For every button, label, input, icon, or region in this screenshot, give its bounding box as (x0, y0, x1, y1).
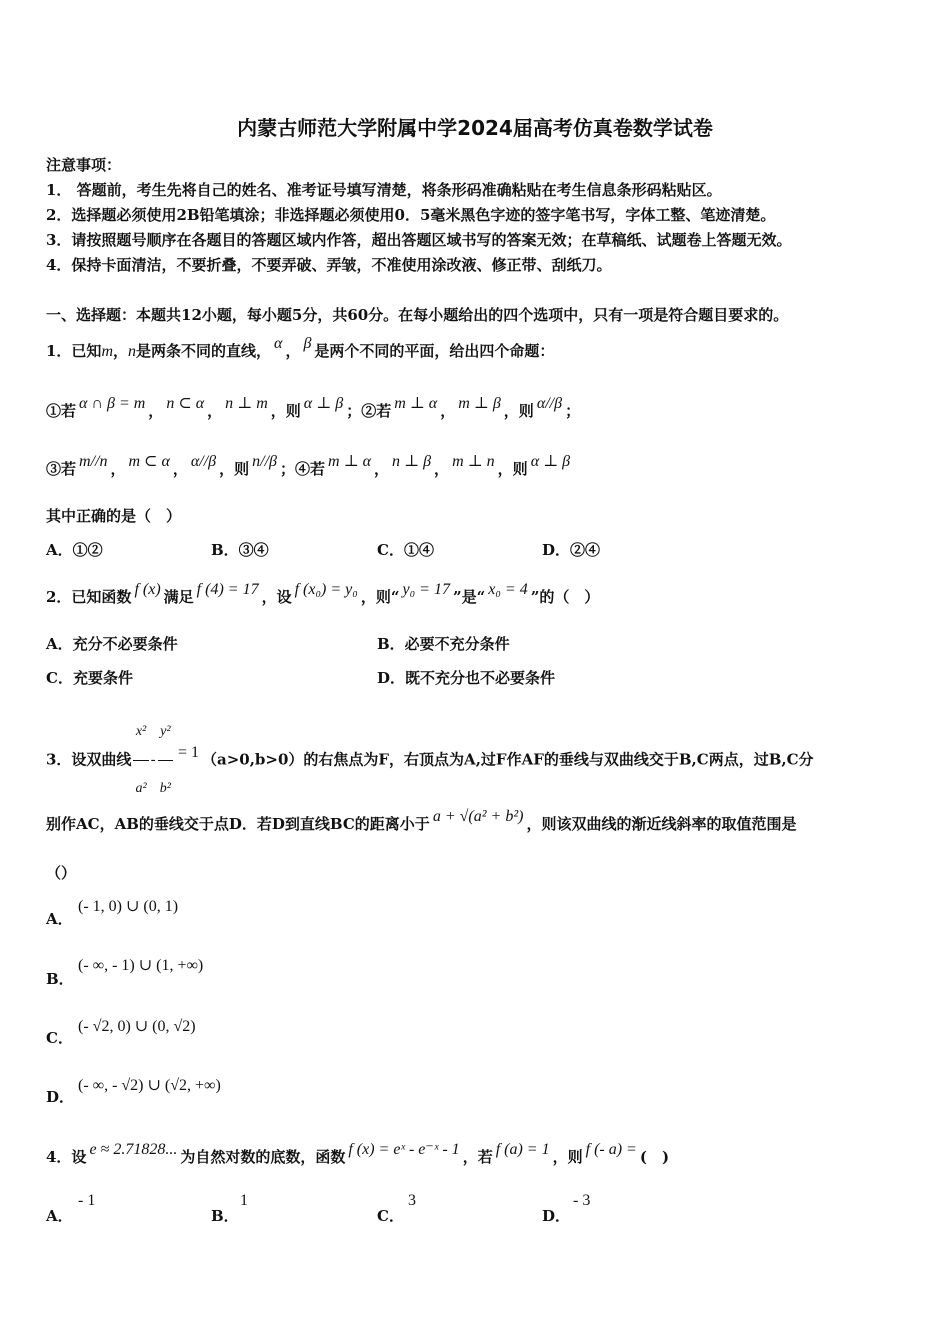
q2-option-c[interactable]: C．充要条件 (46, 669, 133, 687)
q1-text: 是两个不同的平面，给出四个命题： (314, 342, 555, 360)
q3-option-a-label[interactable]: A． (46, 910, 73, 928)
notice-item: 2．选择题必须使用2B铅笔填涂；非选择题必须使用0．5毫米黑色字迹的签字笔书写，字体工整、笔迹清楚。 (46, 206, 776, 224)
q1-comma: ， (110, 460, 126, 478)
q2-math: f (4) = 17 (196, 581, 259, 598)
q1-p4-label: ；④若 (280, 460, 326, 478)
q1-math: α ⊥ β (303, 395, 344, 412)
q3-option-c-label[interactable]: C． (46, 1029, 73, 1047)
q1-p2-label: ；②若 (346, 402, 392, 420)
q3-minus: - (150, 750, 156, 769)
q3-option-c-expr[interactable]: (- √2, 0) ∪ (0, √2) (78, 1018, 196, 1035)
q2-math: f (x) (134, 581, 161, 598)
q3-option-b-label[interactable]: B． (46, 970, 74, 988)
q1-then: ，则 (270, 402, 301, 420)
q2-math: x₀ = 4 (488, 581, 528, 598)
q2-math: y₀ = 17 (402, 581, 450, 598)
q1-alpha: α (274, 335, 283, 352)
q4-option-a-label[interactable]: A． (46, 1207, 73, 1225)
q3-text: 3．设双曲线 (46, 750, 132, 769)
q1-math: m ⊥ β (458, 395, 501, 412)
q1-math: α//β (536, 395, 563, 412)
q2-text: ，则 (360, 588, 391, 606)
q3-fraction-y (158, 704, 173, 817)
q4-text: 4．设 (46, 1148, 87, 1166)
q4-option-a-value[interactable]: - 1 (78, 1192, 96, 1209)
q4-paren: ( ) (639, 1148, 670, 1166)
q1-option-b[interactable]: B．③④ (211, 541, 269, 559)
q2-text: ，设 (261, 588, 292, 606)
q3-num: x² (133, 704, 148, 761)
page-title: 内蒙古师范大学附属中学2024届高考仿真卷数学试卷 (237, 116, 713, 140)
q2-text: 满足 (163, 588, 194, 606)
q4-option-c-label[interactable]: C． (377, 1207, 404, 1225)
q3-option-b-expr[interactable]: (- ∞, - 1) ∪ (1, +∞) (78, 957, 204, 974)
q3-den: b² (159, 781, 171, 796)
q2-quote: “ (476, 588, 486, 606)
q2-quote: ” (452, 588, 462, 606)
q1-var-m: m (101, 343, 113, 360)
q4-math: f (x) = eˣ - e⁻ˣ - 1 (348, 1141, 460, 1158)
q1-math: n ⊂ α (166, 395, 205, 412)
q3-num: y² (158, 704, 173, 761)
q1-then: ，则 (503, 402, 534, 420)
q3-text: 别作AC，AB的垂线交于点D．若D到直线BC的距离小于 (46, 815, 430, 833)
q4-text: 为自然对数的底数，函数 (180, 1148, 346, 1166)
q3-math: a + √(a² + b²) (432, 808, 524, 825)
q1-proposition-3-4 (46, 453, 573, 479)
q4-option-b-value[interactable]: 1 (240, 1192, 248, 1209)
q3-paren: （） (46, 864, 77, 882)
q4-option-d-label[interactable]: D． (542, 1207, 571, 1225)
q1-then: ，则 (497, 460, 528, 478)
q1-math: m ⊥ n (452, 453, 495, 470)
q1-var-n: n (128, 343, 137, 360)
q1-comma: ， (113, 342, 129, 360)
q1-ask: 其中正确的是（ ） (46, 507, 182, 525)
question-1-stem (46, 335, 555, 361)
q1-text: 1．已知 (46, 342, 102, 360)
q1-comma: ， (207, 402, 223, 420)
q1-then: ，则 (219, 460, 250, 478)
q4-math: f (- a) = (585, 1141, 637, 1158)
q1-comma: ， (434, 460, 450, 478)
q3-option-a-expr[interactable]: (- 1, 0) ∪ (0, 1) (78, 898, 179, 915)
q1-beta: β (303, 335, 312, 352)
q4-math: e ≈ 2.71828... (89, 1141, 178, 1158)
q1-comma: ， (440, 402, 456, 420)
q4-math: f (a) = 1 (495, 1141, 550, 1158)
q1-math: n//β (252, 453, 277, 470)
q2-text: 2．已知函数 (46, 588, 132, 606)
q3-fraction-x (133, 704, 148, 817)
notice-heading: 注意事项： (46, 156, 122, 174)
q1-comma: ， (148, 402, 164, 420)
q4-option-c-value[interactable]: 3 (408, 1192, 416, 1209)
q1-option-d[interactable]: D．②④ (542, 541, 601, 559)
q1-math: n ⊥ β (392, 453, 432, 470)
q1-text: 是两条不同的直线， (136, 342, 272, 360)
q1-math: m//n (79, 453, 108, 470)
notice-item: 1． 答题前，考生先将自己的姓名、准考证号填写清楚，将条形码准确粘贴在考生信息条形码粘贴区。 (46, 181, 722, 199)
question-4-stem (46, 1141, 670, 1167)
q1-proposition-1-2 (46, 395, 581, 421)
q2-math: f (x₀) = y₀ (294, 581, 358, 598)
section-heading: 一、选择题：本题共12小题，每小题5分，共60分。在每小题给出的四个选项中，只有一项是符合题目要求的。 (46, 306, 789, 324)
q2-option-a[interactable]: A．充分不必要条件 (46, 635, 178, 653)
question-3-stem-cont (46, 808, 797, 834)
notice-item: 3．请按照题号顺序在各题目的答题区域内作答，超出答题区域书写的答案无效；在草稿纸、试题卷上答题无效。 (46, 231, 792, 249)
q1-math: m ⊂ α (128, 453, 170, 470)
q1-semicolon: ； (565, 402, 581, 420)
q4-text: ，则 (552, 1148, 583, 1166)
q1-math: α ∩ β = m (79, 395, 146, 412)
q1-math: n ⊥ m (225, 395, 268, 412)
q3-text: （a>0,b>0）的右焦点为F，右顶点为A,过F作AF的垂线与双曲线交于B,C两点，过B,C分 (201, 750, 814, 769)
q2-option-d[interactable]: D．既不充分也不必要条件 (377, 669, 556, 687)
q1-p1-label: ①若 (46, 402, 77, 420)
notice-item: 4．保持卡面清洁，不要折叠，不要弄破、弄皱，不准使用涂改液、修正带、刮纸刀。 (46, 256, 612, 274)
q2-text: 是 (461, 588, 477, 606)
q4-text: ，若 (462, 1148, 493, 1166)
q1-option-a[interactable]: A．①② (46, 541, 103, 559)
q2-quote: ” (530, 588, 540, 606)
q1-comma: ， (172, 460, 188, 478)
q1-math: m ⊥ α (394, 395, 438, 412)
q1-comma: ， (285, 342, 301, 360)
question-3-stem (46, 704, 814, 796)
q1-math: α ⊥ β (530, 453, 571, 470)
q2-option-b[interactable]: B．必要不充分条件 (377, 635, 510, 653)
q3-option-d-label[interactable]: D． (46, 1088, 75, 1106)
q1-option-c[interactable]: C．①④ (377, 541, 434, 559)
q3-option-d-expr[interactable]: (- ∞, - √2) ∪ (√2, +∞) (78, 1077, 221, 1094)
q1-comma: ， (374, 460, 390, 478)
q2-quote: “ (390, 588, 400, 606)
q3-math: = 1 (177, 743, 199, 761)
q1-p3-label: ③若 (46, 460, 77, 478)
q2-text: 的（ ） (539, 588, 600, 606)
q1-math: m ⊥ α (328, 453, 372, 470)
question-2-stem (46, 581, 600, 607)
q4-option-b-label[interactable]: B． (211, 1207, 239, 1225)
q1-math: α//β (190, 453, 217, 470)
q4-option-d-value[interactable]: - 3 (573, 1192, 591, 1209)
q3-text: ，则该双曲线的渐近线斜率的取值范围是 (526, 815, 797, 833)
q3-den: a² (135, 781, 147, 796)
